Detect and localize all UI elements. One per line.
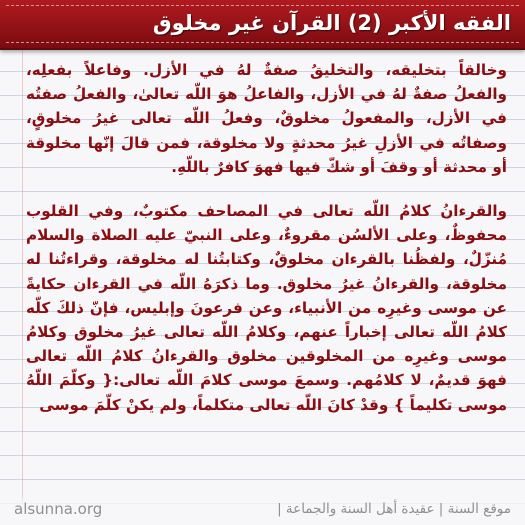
footer-caption: موقع السنة | عقيدة أهل السنة والجماعة | bbox=[277, 501, 511, 517]
paragraph-2: والقرءانُ كلامُ اللّه تعالى في المصاحف مكتوبٌ، وفي القلوب محفوظٌ، وعلى الألسُن مقروءٌ، وعلى النبيّ عليه الصلاة والسلام مُنزّلٌ، ولفظُنا بالقرءان مخلوقٌ، وكتابتُنا له مخلوقة، وقراءتُنا له مخلوقة، والقرءانُ غيرُ مخلوق. وما ذكرَهُ اللّه في القرءان حكايةً عن موسى وغيرِه من الأنبياء، وعن فرعونَ وإبليس، فإنّ ذلكَ كلّه كلامُ اللّه تعالى إخباراً عنهم، وكلامُ اللّه تعالى غيرُ مخلوق وكلامُ موسى وغيرِه من المخلوقين مخلوق والقرءانُ كلامُ اللّه تعالى فهوَ قديمٌ، لا كلامُهم. وسمعَ موسى كلامَ اللّه تعالى:{ وكلّمَ اللّهُ موسى تكليماً } وقدْ كانَ اللّه تعالى متكلماً، ولم يكنْ كلّمَ موسى bbox=[26, 202, 507, 414]
paragraph-1: وخالقاً بتخليقه، والتخليقُ صفةٌ لهُ في الأزل. وفاعلاً بفعلِه، والفعلُ صفةٌ لهُ في الأزل، والفاعلُ هوَ اللّه تعالىٰ، والفعلُ صفتُه في الأزل، والمفعولُ مخلوقٌ، وفعلُ اللّه تعالى غيرُ مخلوقٍ، وصفاتُه في الأزلِ غيرُ محدثةٍ ولا مخلوقة، فمن قالَ إنّها مخلوقة أو محدثة أو وقفَ أو شكّ فيها فهوَ كافرٌ باللّهِ. bbox=[26, 61, 507, 176]
article-body bbox=[26, 58, 507, 417]
title-banner bbox=[0, 0, 525, 50]
site-url[interactable]: alsunna.org bbox=[14, 500, 103, 518]
page-title: الفقه الأكبر (2) القرآن غير مخلوق bbox=[152, 11, 511, 35]
footer-bar bbox=[0, 493, 525, 525]
